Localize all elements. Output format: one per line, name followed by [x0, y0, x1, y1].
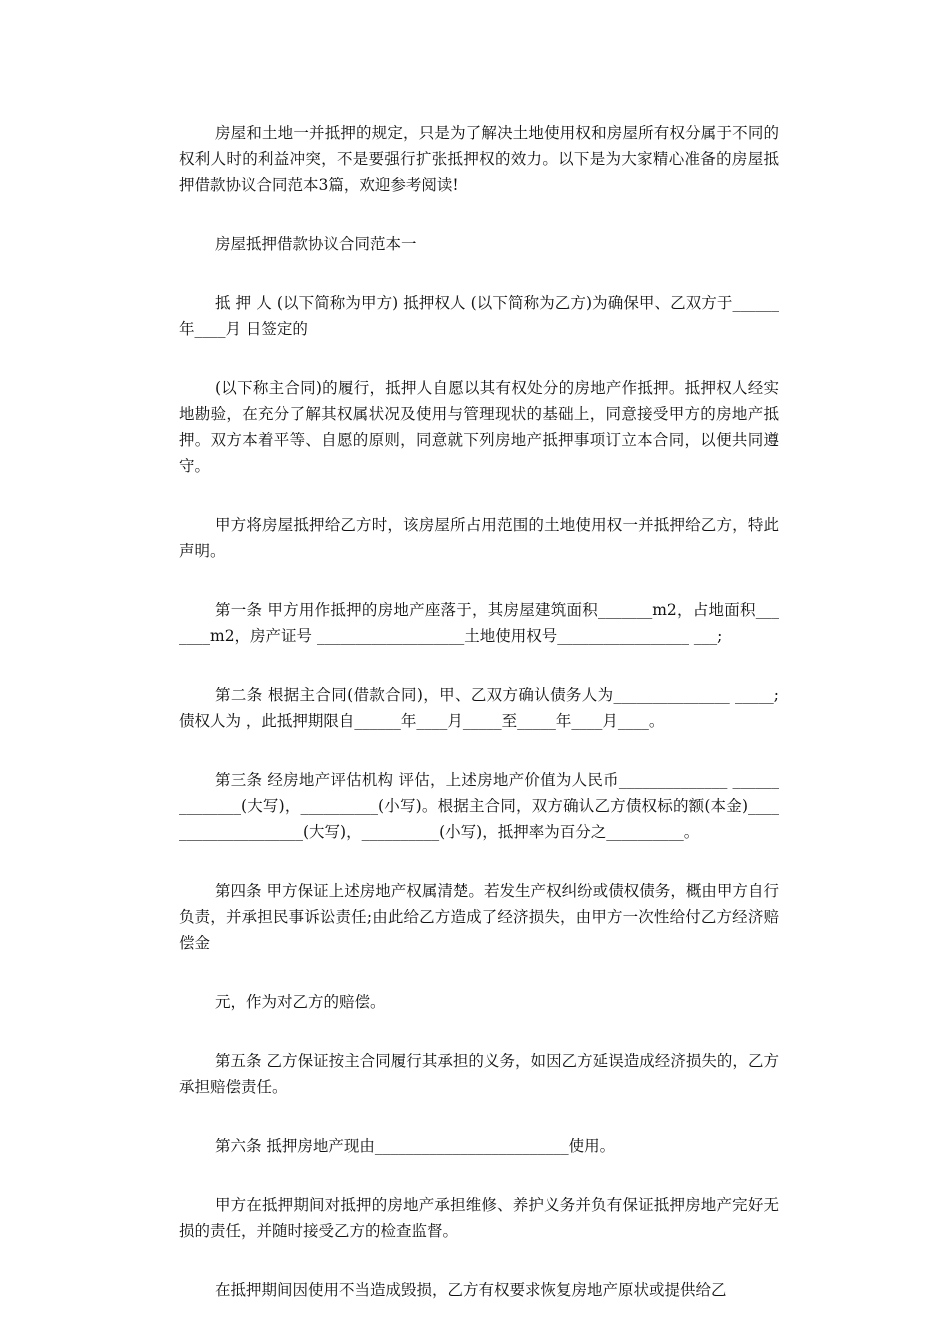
damage-paragraph: 在抵押期间因使用不当造成毁损，乙方有权要求恢复房地产原状或提供给乙: [215, 1281, 727, 1299]
article-2-paragraph: 第二条 根据主合同(借款合同)，甲、乙双方确认债务人为_______________ _____;债权人为 ，此抵押期限自______年____月_____至_____年____月____。: [179, 686, 779, 730]
section-title: 房屋抵押借款协议合同范本一: [215, 235, 417, 253]
intro-paragraph: 房屋和土地一并抵押的规定，只是为了解决土地使用权和房屋所有权分属于不同的权利人时的利益冲突，不是要强行扩张抵押权的效力。以下是为大家精心准备的房屋抵押借款协议合同范本3篇，欢迎参考阅读!: [179, 124, 779, 194]
parties-paragraph: 抵 押 人 (以下简称为甲方) 抵押权人 (以下简称为乙方)为确保甲、乙双方于______年____月 日签定的: [179, 294, 779, 338]
article-3-paragraph: 第三条 经房地产评估机构 评估，上述房地产价值为人民币______________ ______________(大写)，__________(小写)。根据主合同，双方确认乙方债权标的额(本金)____________________(大写)，__________(小写)，抵押率为百分之__________。: [179, 771, 779, 841]
article-4-paragraph: 第四条 甲方保证上述房地产权属清楚。若发生产权纠纷或债权债务，概由甲方自行负责，并承担民事诉讼责任;由此给乙方造成了经济损失，由甲方一次性给付乙方经济赔偿金: [179, 882, 779, 952]
article-5-paragraph: 第五条 乙方保证按主合同履行其承担的义务，如因乙方延误造成经济损失的，乙方承担赔偿责任。: [179, 1052, 779, 1096]
document-body: [179, 120, 779, 1336]
declaration-paragraph: 甲方将房屋抵押给乙方时，该房屋所占用范围的土地使用权一并抵押给乙方，特此声明。: [179, 516, 779, 560]
preamble-paragraph: (以下称主合同)的履行，抵押人自愿以其有权处分的房地产作抵押。抵押权人经实地勘验，在充分了解其权属状况及使用与管理现状的基础上，同意接受甲方的房地产抵押。双方本着平等、自愿的原则，同意就下列房地产抵押事项订立本合同，以便共同遵守。: [179, 379, 779, 475]
maintenance-paragraph: 甲方在抵押期间对抵押的房地产承担维修、养护义务并负有保证抵押房地产完好无损的责任，并随时接受乙方的检查监督。: [179, 1196, 779, 1240]
article-1-paragraph: 第一条 甲方用作抵押的房地产座落于，其房屋建筑面积_______m2，占地面积_______m2，房产证号 ___________________土地使用权号_________________ ___;: [179, 601, 779, 645]
article-4-continuation: 元，作为对乙方的赔偿。: [215, 993, 386, 1011]
article-6-paragraph: 第六条 抵押房地产现由_________________________使用。: [215, 1137, 616, 1155]
